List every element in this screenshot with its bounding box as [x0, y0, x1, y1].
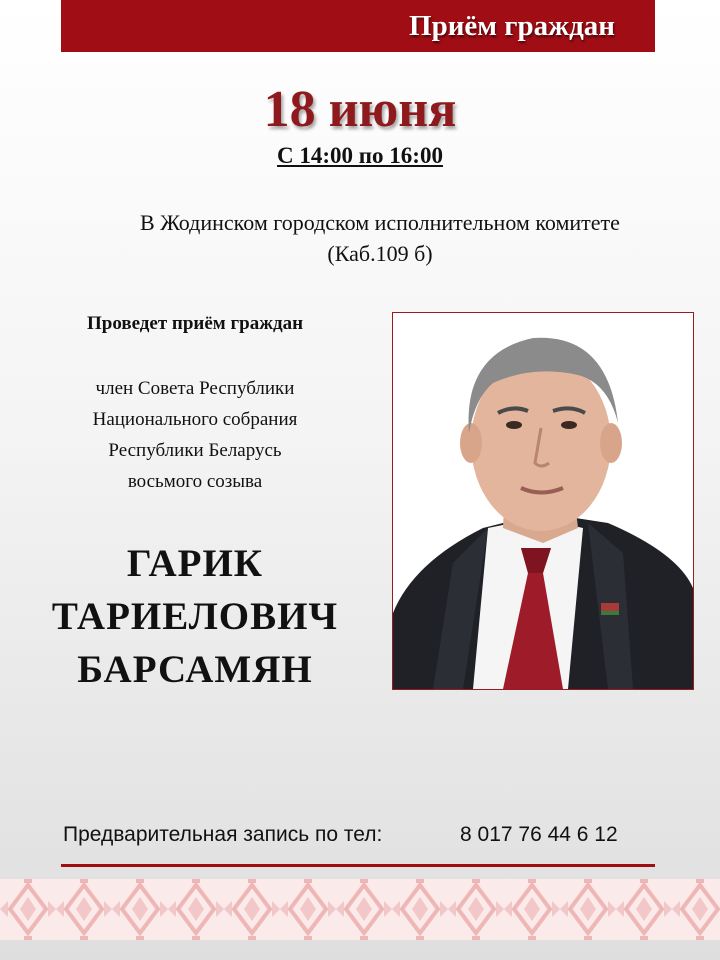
event-time: С 14:00 по 16:00: [277, 143, 443, 168]
ornament-band: [0, 879, 720, 940]
contact-label: Предварительная запись по тел:: [63, 823, 383, 846]
role-line: член Совета Республики: [95, 378, 295, 399]
role-line: восьмого созыва: [127, 471, 263, 492]
top-banner: [61, 0, 655, 52]
name-line: ГАРИК: [126, 542, 264, 585]
name-line: ТАРИЕЛОВИЧ: [51, 595, 339, 638]
event-date: 18 июня: [263, 81, 457, 138]
divider-line: [61, 864, 655, 867]
role-line: Республики Беларусь: [108, 440, 282, 461]
location-line: В Жодинском городском исполнительном комитете: [140, 210, 620, 235]
event-location: [40, 207, 720, 269]
contact-row: [63, 823, 663, 847]
banner-title: Приём граждан: [409, 10, 615, 42]
host-role: [20, 373, 370, 497]
conducts-heading: Проведет приём граждан: [86, 313, 304, 334]
room-number: (Каб.109 б): [327, 241, 433, 266]
phone-number: 8 017 76 44 6 12: [460, 823, 618, 846]
name-line: БАРСАМЯН: [77, 648, 313, 691]
host-info: [20, 313, 370, 696]
host-photo: [392, 312, 694, 690]
portrait-illustration: [393, 313, 693, 689]
role-line: Национального собрания: [92, 409, 298, 430]
host-name: [20, 537, 370, 696]
